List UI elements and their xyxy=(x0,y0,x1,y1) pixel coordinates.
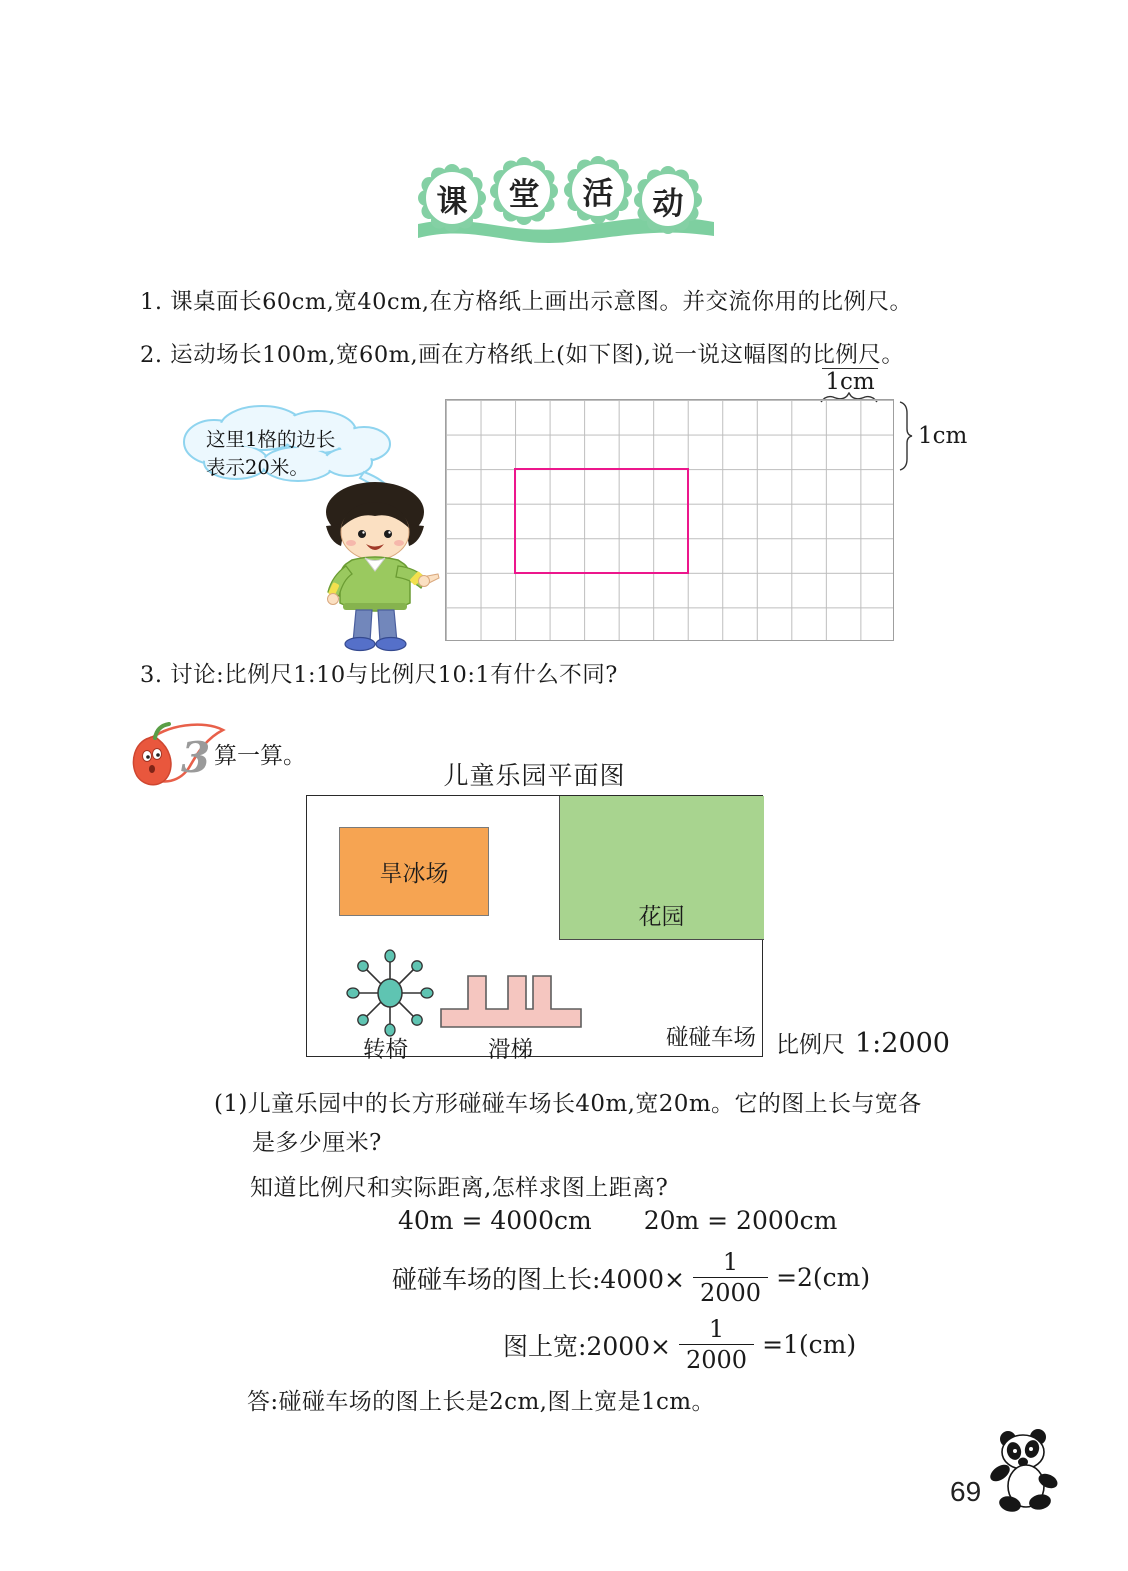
banner-flower-2 xyxy=(492,159,556,223)
scale-value: 1:2000 xyxy=(855,1028,950,1059)
calc-width-line xyxy=(503,1314,856,1375)
calc-width-prefix: 图上宽:2000× xyxy=(503,1331,671,1361)
playground-plan xyxy=(306,795,763,1063)
task-item-2: 2. 运动场长100m,宽60m,画在方格纸上(如下图),说一说这幅图的比例尺。 xyxy=(140,342,905,368)
chair-label: 转椅 xyxy=(363,1037,409,1063)
rink-label: 旱冰场 xyxy=(379,861,449,887)
banner-flower-4 xyxy=(636,168,700,232)
garden-area xyxy=(559,796,764,940)
banner-flower-1 xyxy=(420,166,484,230)
cm-label-top: 1cm xyxy=(825,369,875,395)
banner-char: 堂 xyxy=(508,176,540,213)
fraction xyxy=(693,1247,768,1308)
exercise-number: 3 xyxy=(181,733,211,782)
question-line2: 是多少厘米? xyxy=(252,1130,382,1156)
chili-badge-icon xyxy=(125,718,227,798)
question-hint: 知道比例尺和实际距离,怎样求图上距离? xyxy=(250,1175,669,1201)
header-banner xyxy=(416,160,716,252)
conversion-line xyxy=(398,1206,837,1235)
question-line1: (1)儿童乐园中的长方形碰碰车场长40m,宽20m。它的图上长与宽各 xyxy=(214,1091,922,1117)
grid-paper xyxy=(445,399,894,641)
slide-label: 滑梯 xyxy=(488,1037,534,1063)
bubble-text-line2: 表示20米。 xyxy=(206,456,309,479)
task-item-3: 3. 讨论:比例尺1:10与比例尺10:1有什么不同? xyxy=(140,662,618,688)
exercise-label: 算一算。 xyxy=(214,743,306,769)
right-curly-brace xyxy=(898,401,914,471)
scale-note xyxy=(776,1026,950,1059)
page-number: 69 xyxy=(950,1476,982,1507)
fraction xyxy=(679,1314,754,1375)
calc-length-prefix: 碰碰车场的图上长:4000× xyxy=(392,1264,685,1294)
calc-width-result: =1(cm) xyxy=(762,1330,857,1359)
calc-length-result: =2(cm) xyxy=(776,1263,871,1292)
panda-mascot-icon xyxy=(986,1428,1066,1516)
banner-char: 动 xyxy=(652,185,684,222)
banner-flower-3 xyxy=(566,158,630,222)
spinning-chair-icon xyxy=(343,946,437,1040)
playground-outline-rect xyxy=(514,468,689,574)
conversion-1: 40m = 4000cm xyxy=(398,1206,592,1235)
banner-char: 活 xyxy=(582,175,614,212)
slide-icon xyxy=(440,974,582,1028)
calc-length-line xyxy=(392,1247,870,1308)
cm-label-right: 1cm xyxy=(918,423,968,449)
banner-char: 课 xyxy=(436,183,468,220)
fraction-denominator: 2000 xyxy=(693,1277,768,1308)
plan-title: 儿童乐园平面图 xyxy=(443,761,626,790)
fraction-numerator: 1 xyxy=(722,1248,739,1276)
conversion-2: 20m = 2000cm xyxy=(643,1206,838,1235)
fraction-numerator: 1 xyxy=(708,1315,725,1343)
rink-area xyxy=(339,827,489,916)
scale-label: 比例尺 xyxy=(776,1032,845,1058)
answer-line: 答:碰碰车场的图上长是2cm,图上宽是1cm。 xyxy=(247,1389,715,1415)
bumper-area-label: 碰碰车场 xyxy=(665,1025,756,1051)
boy-cartoon xyxy=(310,474,442,652)
fraction-denominator: 2000 xyxy=(679,1344,754,1375)
bubble-text-line1: 这里1格的边长 xyxy=(206,428,336,451)
task-item-1: 1. 课桌面长60cm,宽40cm,在方格纸上画出示意图。并交流你用的比例尺。 xyxy=(140,289,913,315)
garden-label: 花园 xyxy=(638,904,685,930)
